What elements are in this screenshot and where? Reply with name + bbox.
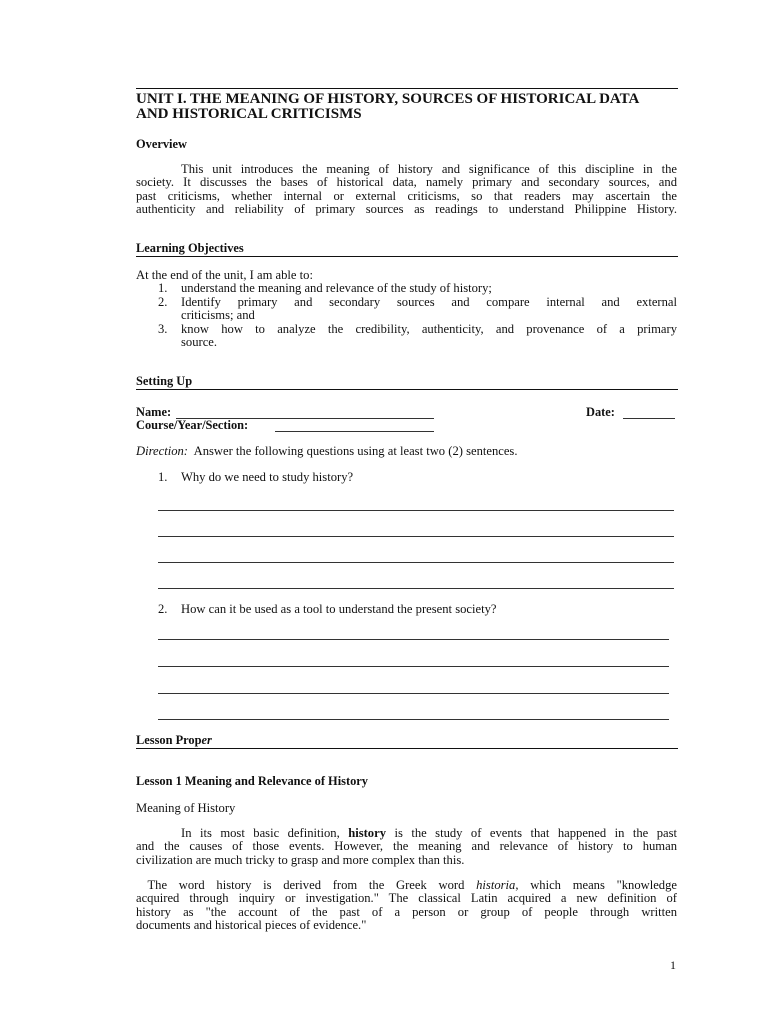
text-line: society. It discusses the bases of historical data, namely primary and secondary sources, and — [136, 175, 677, 190]
question-text: Why do we need to study history? — [181, 470, 354, 484]
overview-paragraph — [136, 163, 677, 217]
text-line — [136, 827, 677, 840]
top-rule — [136, 88, 678, 89]
keyword: historia — [476, 878, 516, 892]
question-number: 1. — [158, 470, 168, 484]
course-label: Course/Year/Section: — [136, 418, 249, 432]
text-line: acquired through inquiry or investigation." The classical Latin acquired a new definition of — [136, 891, 677, 906]
divider — [136, 748, 678, 749]
keyword: history — [348, 826, 386, 840]
text-line: This unit introduces the meaning of history and significance of this discipline in the — [181, 162, 677, 176]
divider — [136, 389, 678, 390]
name-label: Name: — [136, 405, 172, 419]
text: In its most basic definition, — [181, 826, 349, 840]
list-item — [136, 323, 677, 350]
date-field[interactable] — [623, 418, 675, 419]
lesson-proper-heading — [136, 733, 677, 748]
answer-line[interactable] — [158, 666, 669, 667]
text-line: understand the meaning and relevance of the study of history; — [181, 281, 492, 296]
setting-up-heading: Setting Up — [136, 374, 193, 388]
direction-label: Direction: — [136, 444, 188, 458]
text: is the study of events that happened in the past — [385, 826, 677, 840]
text-line: past criticisms, whether internal or external criticisms, so that readers may ascertain the — [136, 188, 677, 203]
answer-line[interactable] — [158, 693, 669, 694]
subheading: Meaning of History — [136, 801, 236, 815]
heading-text: er — [201, 733, 212, 747]
objectives-heading: Learning Objectives — [136, 241, 244, 255]
list-item — [136, 296, 677, 323]
text-line: criticisms; and — [181, 308, 255, 323]
text-line: Identify primary and secondary sources and compare internal and external — [181, 294, 677, 309]
direction-text: Answer the following questions using at least two (2) sentences. — [193, 444, 518, 458]
unit-title-line: AND HISTORICAL CRITICISMS — [136, 106, 362, 122]
item-number: 3. — [158, 321, 168, 336]
text-line: know how to analyze the credibility, authenticity, and provenance of a primary — [181, 321, 677, 336]
heading-text: Lesson Prop — [136, 733, 202, 747]
text-line: history as "the account of the past of a person or group of people through written — [136, 904, 677, 919]
answer-line[interactable] — [158, 562, 674, 563]
item-number: 2. — [158, 294, 168, 309]
objectives-intro: At the end of the unit, I am able to: — [136, 268, 313, 282]
text-line: authenticity and reliability of primary sources as readings to understand Philippine History. — [136, 202, 677, 217]
page-number: 1 — [670, 958, 676, 972]
question-text: How can it be used as a tool to understand the present society? — [181, 602, 497, 616]
text-line — [136, 879, 677, 892]
list-item — [136, 282, 677, 295]
text: The word history is derived from the Greek word — [136, 878, 477, 892]
paragraph — [136, 879, 677, 933]
overview-heading: Overview — [136, 137, 187, 151]
question-1 — [158, 470, 699, 485]
text-line: civilization are much tricky to grasp and more complex than this. — [136, 852, 465, 867]
date-label: Date: — [586, 405, 615, 419]
answer-line[interactable] — [158, 510, 674, 511]
answer-line[interactable] — [158, 719, 669, 720]
answer-line[interactable] — [158, 588, 674, 589]
course-field[interactable] — [275, 431, 434, 432]
paragraph — [136, 827, 677, 867]
question-2 — [158, 602, 699, 617]
text-line: documents and historical pieces of evidence." — [136, 918, 367, 933]
objectives-list — [136, 269, 677, 349]
question-number: 2. — [158, 602, 168, 616]
direction — [136, 444, 677, 459]
divider — [136, 256, 678, 257]
unit-title-line: UNIT I. THE MEANING OF HISTORY, SOURCES OF HISTORICAL DATA — [136, 91, 640, 107]
lesson-title: Lesson 1 Meaning and Relevance of History — [136, 774, 368, 788]
unit-title — [136, 92, 677, 122]
text: , which means "knowledge — [515, 878, 677, 892]
text-line: source. — [181, 334, 218, 349]
answer-line[interactable] — [158, 639, 669, 640]
text-line: and the causes of those events. However, the meaning and relevance of history to human — [136, 839, 677, 854]
item-number: 1. — [158, 281, 168, 296]
answer-line[interactable] — [158, 536, 674, 537]
